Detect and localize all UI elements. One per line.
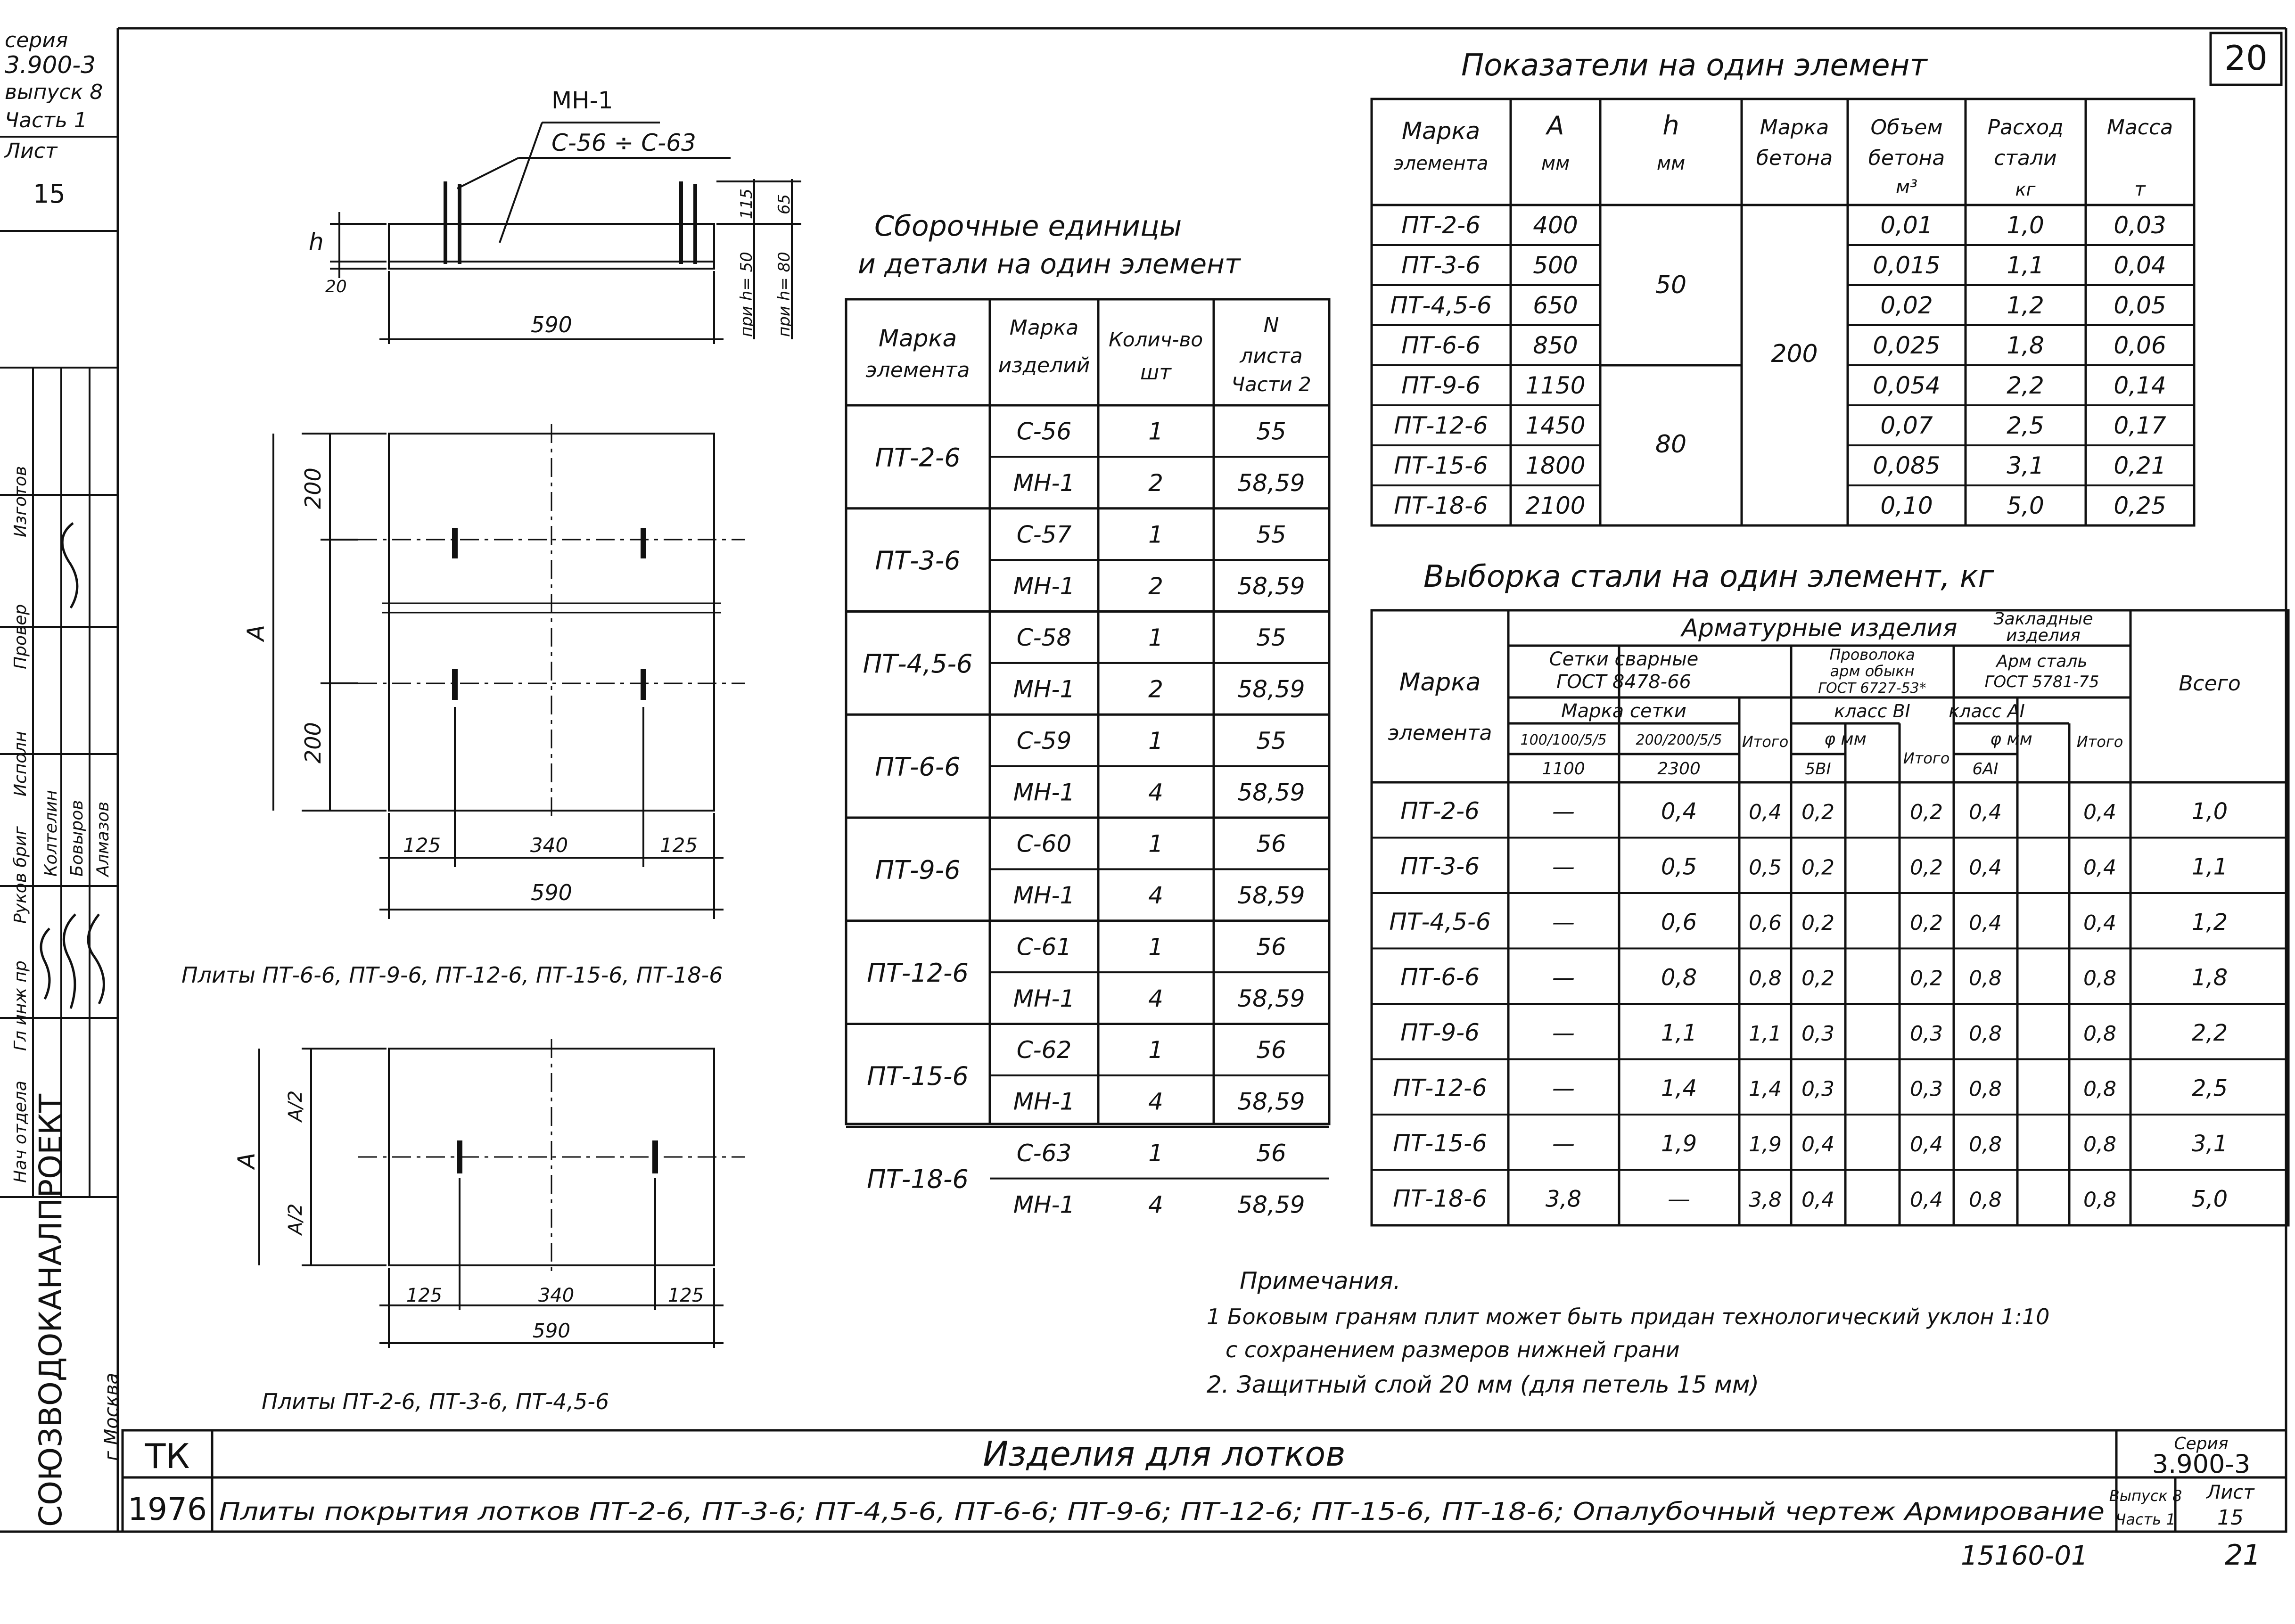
steel-cell: 0,2 bbox=[1801, 966, 1834, 991]
ind-h-grade-2: бетона bbox=[1756, 146, 1833, 170]
welded-item-sheet: 56 bbox=[1256, 1139, 1286, 1167]
steel-h-marka-setki: Марка сетки bbox=[1561, 700, 1686, 722]
name-koltelin: Колтелин bbox=[41, 790, 61, 877]
ind-cell: 0,07 bbox=[1880, 412, 1933, 439]
steel-cell: 0,4 bbox=[1969, 855, 2002, 880]
welded-item-qty: 1 bbox=[1148, 1139, 1163, 1167]
steel-cell: ПТ-6-6 bbox=[1400, 963, 1480, 991]
steel-h-zakl-2: изделия bbox=[2006, 626, 2081, 645]
welded-item-qty: 1 bbox=[1148, 727, 1163, 755]
tb-chast: Часть 1 bbox=[2115, 1510, 2176, 1528]
welded-title-1: Сборочные единицы bbox=[874, 210, 1182, 243]
ind-cell: ПТ-6-6 bbox=[1401, 332, 1481, 359]
ind-h-grade-1: Марка bbox=[1760, 115, 1829, 139]
steel-cell: — bbox=[1552, 964, 1575, 991]
welded-item-qty: 2 bbox=[1148, 675, 1163, 703]
steel-cell: 0,4 bbox=[1661, 798, 1697, 825]
steel-cell: 0,6 bbox=[1661, 909, 1697, 935]
steel-cell: 0,4 bbox=[2083, 911, 2116, 935]
welded-item-sheet: 58,59 bbox=[1237, 882, 1305, 910]
steel-cell: — bbox=[1552, 1075, 1575, 1102]
tb-list: 15 bbox=[2217, 1506, 2244, 1530]
welded-item-qty: 4 bbox=[1148, 1191, 1163, 1219]
steel-cell: 0,5 bbox=[1661, 853, 1697, 880]
name-bovyrov: Бовыров bbox=[67, 800, 87, 877]
ind-cell: 1800 bbox=[1525, 452, 1586, 479]
ind-h-50: 50 bbox=[1655, 271, 1687, 299]
role-gl-inzh: Гл инж пр bbox=[11, 960, 30, 1051]
ind-cell: 3,1 bbox=[2007, 452, 2044, 479]
ind-cell: 0,05 bbox=[2114, 292, 2166, 319]
ind-cell: ПТ-3-6 bbox=[1401, 252, 1481, 279]
welded-item-qty: 4 bbox=[1148, 984, 1163, 1012]
steel-cell: 0,8 bbox=[2083, 1132, 2116, 1156]
steel-cell: 1,1 bbox=[1661, 1020, 1697, 1046]
ind-cell: 2100 bbox=[1525, 492, 1586, 519]
caption-plates-large: Плиты ПТ-6-6, ПТ-9-6, ПТ-12-6, ПТ-15-6, ПТ-18-6 bbox=[181, 962, 723, 988]
steel-h-prov-2: арм обыкн bbox=[1830, 662, 1915, 680]
footer-page: 21 bbox=[2225, 1539, 2261, 1572]
steel-cell: 5,0 bbox=[2191, 1186, 2228, 1213]
welded-item-sheet: 58,59 bbox=[1237, 1191, 1305, 1219]
note-1b: с сохранением размеров нижней грани bbox=[1226, 1337, 1680, 1362]
steel-cell: 1,9 bbox=[1749, 1132, 1782, 1156]
steel-cell: 1,1 bbox=[1749, 1022, 1782, 1046]
role-izgotov: Изготов bbox=[11, 466, 30, 537]
welded-h-izdeliy-1: Марка bbox=[1009, 316, 1079, 340]
steel-h-vsego: Всего bbox=[2179, 672, 2241, 696]
welded-item-mark: МН-1 bbox=[1013, 984, 1075, 1012]
welded-item-qty: 4 bbox=[1148, 1088, 1163, 1115]
steel-cell: 0,6 bbox=[1749, 911, 1782, 935]
steel-cell: 0,8 bbox=[2083, 966, 2116, 991]
ind-h-A-1: A bbox=[1546, 111, 1564, 140]
steel-cell: ПТ-9-6 bbox=[1400, 1019, 1480, 1046]
welded-item-mark: С-56 bbox=[1016, 418, 1072, 445]
dim-A: A bbox=[242, 624, 270, 641]
dim-h: h bbox=[309, 228, 324, 255]
ind-cell: 0,025 bbox=[1873, 332, 1941, 359]
steel-cell: ПТ-12-6 bbox=[1393, 1074, 1487, 1102]
welded-item-mark: МН-1 bbox=[1013, 882, 1075, 910]
ind-h-vol-3: м³ bbox=[1895, 176, 1918, 198]
dim-590-top: 590 bbox=[531, 312, 572, 337]
steel-cell: 0,8 bbox=[1969, 966, 2002, 991]
name-almazov: Алмазов bbox=[93, 801, 113, 877]
steel-cell: 0,4 bbox=[1749, 800, 1782, 824]
ind-cell: 0,10 bbox=[1880, 492, 1933, 519]
indicators-title: Показатели на один элемент bbox=[1461, 48, 1927, 83]
role-nach-otdela: Нач отдела bbox=[11, 1081, 30, 1183]
steel-cell: ПТ-3-6 bbox=[1400, 853, 1480, 880]
steel-cell: 0,4 bbox=[2083, 800, 2116, 824]
welded-h-sheet-3: Части 2 bbox=[1231, 373, 1311, 396]
steel-h-klass-bi: класс BI bbox=[1834, 701, 1910, 722]
steel-cell: 2,2 bbox=[2191, 1020, 2228, 1046]
ind-cell: 0,085 bbox=[1873, 452, 1941, 479]
ind-cell: 1,0 bbox=[2007, 212, 2044, 239]
steel-h-arm: Арматурные изделия bbox=[1681, 614, 1958, 642]
ind-h-h-2: мм bbox=[1656, 153, 1686, 174]
dim-125-r: 125 bbox=[659, 834, 698, 857]
steel-cell: 0,2 bbox=[1801, 855, 1834, 880]
steel-cell: ПТ-15-6 bbox=[1393, 1130, 1487, 1157]
welded-item-qty: 2 bbox=[1148, 572, 1163, 600]
welded-item-mark: МН-1 bbox=[1013, 572, 1075, 600]
ind-h-h-1: h bbox=[1662, 110, 1679, 141]
welded-element: ПТ-3-6 bbox=[875, 546, 961, 576]
tb-vypusk: Выпуск 8 bbox=[2109, 1487, 2182, 1505]
steel-cell: 0,4 bbox=[1801, 1132, 1834, 1156]
steel-h-klass-ai: класс AI bbox=[1949, 701, 2025, 722]
welded-item-mark: С-63 bbox=[1016, 1139, 1072, 1167]
steel-cell: 0,3 bbox=[1801, 1077, 1834, 1101]
steel-cell: 0,5 bbox=[1749, 855, 1782, 880]
welded-h-qty-2: шт bbox=[1140, 361, 1171, 385]
welded-item-mark: С-61 bbox=[1016, 933, 1072, 961]
dim-200-b: 200 bbox=[300, 722, 326, 763]
ind-cell: 0,03 bbox=[2114, 212, 2166, 239]
ind-cell: 0,02 bbox=[1880, 292, 1933, 319]
ind-cell: 0,06 bbox=[2114, 332, 2166, 359]
welded-element: ПТ-4,5-6 bbox=[863, 648, 973, 679]
welded-item-qty: 1 bbox=[1148, 418, 1163, 445]
steel-cell: 0,4 bbox=[1910, 1188, 1943, 1212]
welded-h-element-2: элемента bbox=[865, 358, 970, 382]
steel-cell: 0,8 bbox=[2083, 1188, 2116, 1212]
ind-cell: ПТ-4,5-6 bbox=[1390, 292, 1492, 319]
steel-cell: 0,3 bbox=[1910, 1022, 1943, 1046]
steel-cell: 0,8 bbox=[2083, 1022, 2116, 1046]
ind-cell: 5,0 bbox=[2007, 492, 2044, 519]
steel-cell: 0,8 bbox=[2083, 1077, 2116, 1101]
steel-h-setki-2: ГОСТ 8478-66 bbox=[1556, 671, 1691, 693]
welded-item-sheet: 58,59 bbox=[1237, 984, 1305, 1012]
steel-cell: — bbox=[1552, 798, 1575, 825]
welded-item-sheet: 56 bbox=[1256, 933, 1286, 961]
tb-tk: ТК bbox=[145, 1436, 190, 1476]
ind-cell: 1,8 bbox=[2007, 332, 2044, 359]
welded-title-2: и детали на один элемент bbox=[858, 248, 1241, 280]
tb-seria: 3.900-3 bbox=[2152, 1449, 2251, 1479]
ind-cell: 0,054 bbox=[1873, 372, 1941, 399]
steel-cell: — bbox=[1552, 1020, 1575, 1046]
steel-cell: 0,2 bbox=[1910, 966, 1943, 991]
steel-h-itogo-1: Итого bbox=[1742, 733, 1789, 751]
steel-h-armstal-2: ГОСТ 5781-75 bbox=[1984, 673, 2099, 691]
dim-125-r2: 125 bbox=[667, 1285, 704, 1306]
ind-h-mass-1: Масса bbox=[2106, 115, 2173, 139]
steel-cell: 0,4 bbox=[1801, 1188, 1834, 1212]
welded-item-mark: С-58 bbox=[1016, 624, 1072, 652]
steel-cell: — bbox=[1552, 853, 1575, 880]
steel-cell: 0,3 bbox=[1801, 1022, 1834, 1046]
steel-cell: 0,8 bbox=[1969, 1077, 2002, 1101]
tb-title: Изделия для лотков bbox=[983, 1434, 1346, 1474]
welded-element: ПТ-6-6 bbox=[875, 752, 961, 782]
caption-plates-small: Плиты ПТ-2-6, ПТ-3-6, ПТ-4,5-6 bbox=[262, 1389, 609, 1414]
steel-h-prov-1: Проволока bbox=[1829, 646, 1915, 664]
steel-cell: ПТ-2-6 bbox=[1400, 797, 1480, 825]
dim-A2-bot: A/2 bbox=[285, 1203, 306, 1235]
steel-cell: 0,2 bbox=[1910, 911, 1943, 935]
tb-list-label: Лист bbox=[2206, 1482, 2254, 1503]
steel-cell: 0,2 bbox=[1910, 800, 1943, 824]
ind-h-steel-2: стали bbox=[1994, 146, 2057, 170]
steel-cell: 1,2 bbox=[2191, 909, 2228, 935]
ind-cell: 0,04 bbox=[2114, 252, 2166, 279]
ind-cell: 1,2 bbox=[2007, 292, 2044, 319]
stamp-list-label: Лист bbox=[5, 139, 58, 163]
welded-item-sheet: 56 bbox=[1256, 830, 1286, 858]
steel-cell: 1,0 bbox=[2191, 798, 2228, 825]
ind-cell: 0,17 bbox=[2114, 412, 2166, 439]
role-rukov-brig: Руков бриг bbox=[11, 826, 30, 924]
steel-cell: 1,4 bbox=[1749, 1077, 1782, 1101]
steel-h-phi-1: φ мм bbox=[1824, 730, 1867, 749]
ind-cell: 0,14 bbox=[2114, 372, 2166, 399]
stamp-chast: Часть 1 bbox=[5, 108, 87, 132]
ind-cell: 1,1 bbox=[2007, 252, 2044, 279]
steel-cell: 1,4 bbox=[1661, 1075, 1697, 1102]
ind-cell: ПТ-2-6 bbox=[1401, 212, 1481, 239]
ind-cell: 2,5 bbox=[2007, 412, 2044, 439]
welded-item-mark: С-57 bbox=[1016, 521, 1072, 549]
welded-item-sheet: 58,59 bbox=[1237, 469, 1305, 497]
org-city: г Москва bbox=[101, 1373, 123, 1461]
ind-h-A-2: мм bbox=[1541, 153, 1570, 174]
welded-item-qty: 1 bbox=[1148, 933, 1163, 961]
welded-item-qty: 1 bbox=[1148, 624, 1163, 652]
tb-subtitle: Плиты покрытия лотков ПТ-2-6, ПТ-3-6; ПТ-4,5-6, ПТ-6-6; ПТ-9-6; ПТ-12-6; ПТ-15-6, ПТ-18-6; Опалубочный чертеж Армирование bbox=[219, 1498, 2105, 1526]
welded-item-mark: МН-1 bbox=[1013, 779, 1075, 806]
steel-cell: 0,4 bbox=[2083, 855, 2116, 880]
ind-cell: 400 bbox=[1533, 212, 1578, 239]
ind-h-vol-2: бетона bbox=[1868, 146, 1945, 170]
role-ispoln: Исполн bbox=[11, 731, 30, 796]
welded-element: ПТ-12-6 bbox=[867, 958, 969, 988]
ind-cell: 0,015 bbox=[1873, 252, 1941, 279]
steel-h-marka-1: Марка bbox=[1399, 668, 1481, 697]
welded-item-sheet: 56 bbox=[1256, 1036, 1286, 1064]
tb-year: 1976 bbox=[128, 1491, 207, 1527]
welded-item-sheet: 55 bbox=[1256, 418, 1286, 445]
steel-h-itogo-3: Итого bbox=[2076, 733, 2123, 751]
ind-cell: 1150 bbox=[1525, 372, 1586, 399]
welded-item-qty: 1 bbox=[1148, 1036, 1163, 1064]
steel-cell: — bbox=[1552, 909, 1575, 935]
callout-range: С-56 ÷ С-63 bbox=[551, 129, 696, 156]
steel-h-setki-1: Сетки сварные bbox=[1549, 648, 1699, 670]
dim-A2-top: A/2 bbox=[285, 1090, 306, 1122]
steel-cell: 0,8 bbox=[1969, 1132, 2002, 1156]
steel-cell: 0,2 bbox=[1910, 855, 1943, 880]
steel-h-prov-3: ГОСТ 6727-53* bbox=[1818, 680, 1926, 697]
steel-cell: 1,8 bbox=[2191, 964, 2228, 991]
ind-cell: 0,01 bbox=[1880, 212, 1933, 239]
steel-h-6ai: 6AI bbox=[1972, 760, 1999, 779]
welded-item-sheet: 58,59 bbox=[1237, 779, 1305, 806]
welded-item-mark: МН-1 bbox=[1013, 1191, 1075, 1219]
dim-20: 20 bbox=[325, 277, 347, 296]
welded-h-element-1: Марка bbox=[878, 325, 957, 352]
dim-590-mid: 590 bbox=[531, 880, 572, 905]
steel-cell: 0,4 bbox=[1969, 911, 2002, 935]
note-2: 2. Защитный слой 20 мм (для петель 15 мм) bbox=[1207, 1371, 1759, 1398]
welded-units-body bbox=[846, 418, 1329, 1219]
steel-cell: ПТ-4,5-6 bbox=[1389, 908, 1491, 935]
ind-h-vol-1: Объем bbox=[1870, 115, 1943, 139]
stamp-vypusk: выпуск 8 bbox=[5, 80, 103, 104]
welded-h-izdeliy-2: изделий bbox=[998, 353, 1090, 377]
ind-h-80: 80 bbox=[1655, 430, 1687, 459]
steel-cell: 2,5 bbox=[2191, 1075, 2228, 1102]
note-h80: при h= 80 bbox=[775, 252, 794, 337]
steel-h-m1: 100/100/5/5 bbox=[1520, 732, 1607, 748]
steel-cell: 3,1 bbox=[2191, 1131, 2228, 1157]
callout-mesh: МН-1 bbox=[551, 87, 613, 114]
welded-item-qty: 2 bbox=[1148, 469, 1163, 497]
steel-h-marka-2: элемента bbox=[1388, 721, 1492, 745]
welded-item-mark: С-60 bbox=[1016, 830, 1072, 858]
stamp-list-number: 15 bbox=[33, 179, 66, 209]
dim-A-bot: A bbox=[233, 1152, 260, 1169]
footer-code: 15160-01 bbox=[1961, 1541, 2088, 1571]
welded-element: ПТ-2-6 bbox=[875, 443, 961, 473]
welded-item-mark: С-59 bbox=[1016, 727, 1072, 755]
ind-cell: ПТ-12-6 bbox=[1394, 412, 1488, 439]
ind-cell: ПТ-9-6 bbox=[1401, 372, 1481, 399]
welded-item-mark: МН-1 bbox=[1013, 1088, 1075, 1115]
welded-h-sheet-1: N bbox=[1263, 313, 1279, 337]
steel-h-l1: 1100 bbox=[1542, 759, 1585, 779]
steel-cell: 0,8 bbox=[1969, 1188, 2002, 1212]
steel-cell: 3,8 bbox=[1749, 1188, 1782, 1212]
org-name: СОЮЗВОДОКАНАЛПРОЕКТ bbox=[33, 1093, 69, 1527]
ind-cell: 1450 bbox=[1525, 412, 1586, 439]
ind-cell: 0,21 bbox=[2114, 452, 2166, 479]
ind-h-mass-2: т bbox=[2134, 179, 2146, 200]
steel-h-itogo-2: Итого bbox=[1903, 749, 1950, 767]
steel-h-phi-2: φ мм bbox=[1990, 730, 2032, 749]
steel-h-zakl-1: Закладные bbox=[1993, 609, 2093, 629]
steel-cell: 0,8 bbox=[1749, 966, 1782, 991]
sheet-number: 20 bbox=[2224, 38, 2268, 78]
welded-item-qty: 4 bbox=[1148, 779, 1163, 806]
ind-cell: 650 bbox=[1533, 292, 1578, 319]
welded-item-sheet: 58,59 bbox=[1237, 572, 1305, 600]
welded-item-sheet: 58,59 bbox=[1237, 675, 1305, 703]
steel-cell: 0,3 bbox=[1910, 1077, 1943, 1101]
welded-h-qty-1: Колич-во bbox=[1108, 328, 1203, 351]
signatures bbox=[41, 523, 104, 1009]
ind-cell: ПТ-18-6 bbox=[1394, 492, 1488, 519]
ind-cell: 2,2 bbox=[2007, 372, 2044, 399]
welded-item-mark: МН-1 bbox=[1013, 469, 1075, 497]
steel-h-m2: 200/200/5/5 bbox=[1636, 732, 1722, 748]
dim-200-a: 200 bbox=[300, 468, 326, 509]
ind-h-element-2: элемента bbox=[1393, 153, 1489, 174]
steel-cell: — bbox=[1668, 1186, 1690, 1213]
steel-h-5bi: 5BI bbox=[1805, 760, 1831, 779]
stamp-seria-number: 3.900-3 bbox=[5, 51, 96, 79]
welded-element: ПТ-15-6 bbox=[867, 1061, 969, 1091]
steel-cell: 0,4 bbox=[1969, 800, 2002, 824]
welded-element: ПТ-18-6 bbox=[867, 1164, 969, 1194]
welded-h-sheet-2: листа bbox=[1240, 344, 1303, 368]
notes-title: Примечания. bbox=[1240, 1267, 1401, 1295]
dim-125-l: 125 bbox=[403, 834, 441, 857]
dim-115: 115 bbox=[737, 189, 756, 219]
dim-65: 65 bbox=[775, 194, 794, 214]
welded-item-sheet: 55 bbox=[1256, 624, 1286, 652]
steel-cell: 0,4 bbox=[1910, 1132, 1943, 1156]
ind-h-steel-3: кг bbox=[2015, 179, 2036, 200]
role-prover: Провер bbox=[11, 604, 30, 669]
note-1: 1 Боковым граням плит может быть придан технологический уклон 1:10 bbox=[1207, 1304, 2050, 1329]
ind-h-element-1: Марка bbox=[1401, 117, 1481, 145]
steel-cell: 0,8 bbox=[1661, 964, 1697, 991]
ind-cell: 500 bbox=[1533, 252, 1578, 279]
tb-seria-label: Серия bbox=[2174, 1434, 2229, 1453]
steel-h-l2: 2300 bbox=[1657, 759, 1701, 779]
ind-grade-200: 200 bbox=[1771, 340, 1818, 368]
dim-340: 340 bbox=[530, 834, 568, 857]
welded-item-qty: 1 bbox=[1148, 830, 1163, 858]
welded-item-qty: 1 bbox=[1148, 521, 1163, 549]
ind-cell: 0,25 bbox=[2114, 492, 2166, 519]
steel-cell: — bbox=[1552, 1131, 1575, 1157]
welded-element: ПТ-9-6 bbox=[875, 855, 961, 885]
steel-cell: 1,1 bbox=[2191, 853, 2228, 880]
ind-cell: 850 bbox=[1533, 332, 1578, 359]
ind-cell: ПТ-15-6 bbox=[1394, 452, 1488, 479]
dim-125-l2: 125 bbox=[406, 1285, 443, 1306]
steel-cell: 1,9 bbox=[1661, 1131, 1697, 1157]
stamp-seria: серия bbox=[5, 28, 68, 52]
dim-590-bot: 590 bbox=[532, 1319, 571, 1342]
dim-340-2: 340 bbox=[538, 1285, 575, 1306]
steel-h-armstal-1: Арм сталь bbox=[1996, 652, 2088, 671]
steel-cell: ПТ-18-6 bbox=[1393, 1185, 1487, 1213]
welded-item-sheet: 58,59 bbox=[1237, 1088, 1305, 1115]
welded-item-mark: С-62 bbox=[1016, 1036, 1072, 1064]
steel-cell: 0,2 bbox=[1801, 800, 1834, 824]
steel-title: Выборка стали на один элемент, кг bbox=[1423, 559, 1994, 594]
welded-item-qty: 4 bbox=[1148, 882, 1163, 910]
welded-item-sheet: 55 bbox=[1256, 521, 1286, 549]
steel-cell: 0,8 bbox=[1969, 1022, 2002, 1046]
steel-cell: 3,8 bbox=[1545, 1186, 1582, 1213]
welded-item-mark: МН-1 bbox=[1013, 675, 1075, 703]
note-h50: при h= 50 bbox=[737, 252, 756, 337]
welded-item-sheet: 55 bbox=[1256, 727, 1286, 755]
ind-h-steel-1: Расход bbox=[1987, 115, 2064, 139]
steel-cell: 0,2 bbox=[1801, 911, 1834, 935]
